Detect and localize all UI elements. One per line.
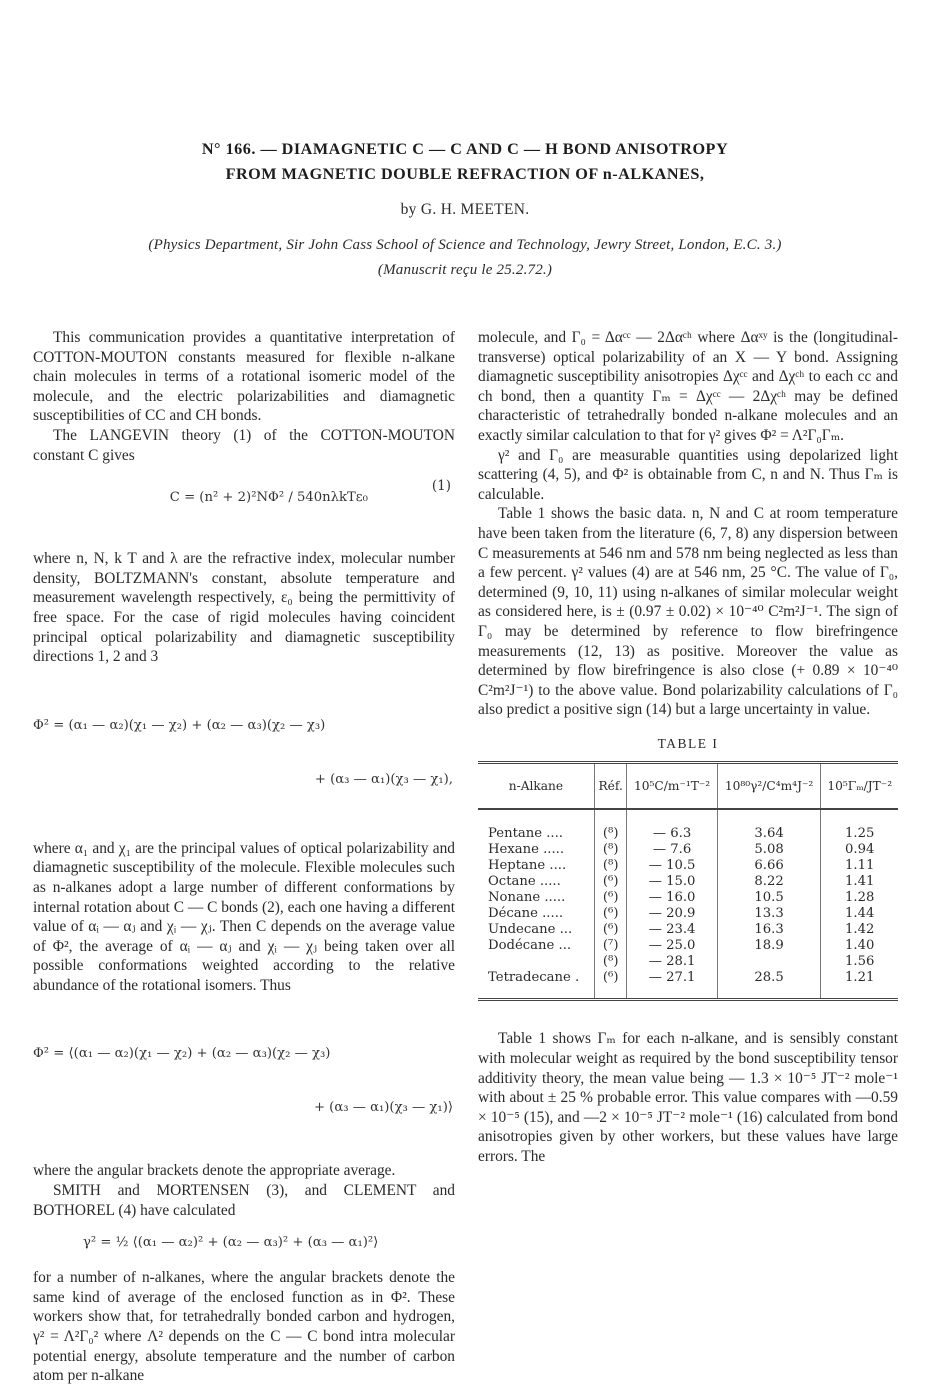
- article-title-line-1: N° 166. — DIAMAGNETIC C — C AND C — H BOND ANISOTROPY: [201, 140, 729, 158]
- cell-gamma: 18.9: [717, 938, 821, 954]
- cell-gamma: 28.5: [717, 970, 821, 1000]
- cell-ref: (⁶): [594, 906, 627, 922]
- cell-gamma-m: 1.41: [821, 874, 898, 890]
- cell-alkane: Décane .....: [488, 906, 564, 922]
- cell-gamma: 8.22: [717, 874, 821, 890]
- cell-gamma-m: 1.42: [821, 922, 898, 938]
- cell-gamma: 13.3: [717, 906, 821, 922]
- left-paragraph-2: The LANGEVIN theory (1) of the COTTON-MOUTON constant C gives: [33, 426, 455, 464]
- table-row: [478, 954, 898, 970]
- table-row: [478, 809, 898, 842]
- cell-alkane: Octane .....: [488, 874, 561, 890]
- equation-1: [33, 465, 455, 549]
- left-paragraph-1: This communication provides a quantitative interpretation of COTTON-MOUTON constants measured for flexible n-alkane chain molecules in terms of a rotational isomeric model of the molecule, and the electric polarizabilities and diamagnetic susceptibilities of CC and CH bonds.: [33, 329, 455, 425]
- left-paragraph-3: where n, N, k T and λ are the refractive index, molecular number density, BOLTZMANN's constant, absolute temperature and measurement wavelength respectively, ε₀ being the permittivity of free space. For the case of rigid molecules having coincident principal optical polarizability and diamagnetic susceptibility directions 1, 2 and 3: [33, 550, 455, 666]
- equation-3: [33, 1009, 455, 1153]
- table-row: [478, 970, 898, 1000]
- table-header-gamma-m: 10⁵Γₘ/JT⁻²: [821, 763, 898, 810]
- table-row: [478, 842, 898, 858]
- left-paragraph-6: SMITH and MORTENSEN (3), and CLEMENT and BOTHOREL (4) have calculated: [33, 1182, 455, 1219]
- left-paragraph-4: where α₁ and χ₁ are the principal values of optical polarizability and diamagnetic susceptibility of the molecule. Flexible molecules such as n-alkanes adopt a large number of different conformations by internal rotation about C — C bonds (2), each one having a different value of αᵢ — αⱼ and χᵢ — χⱼ. Then C depends on the average value of Φ², the average of αᵢ — αⱼ and χᵢ — χⱼ being taken over all possible conformations weighted according to the relative abundance of the rotational isomers. Thus: [33, 839, 455, 994]
- cell-alkane: Pentane ....: [488, 826, 563, 842]
- cell-gamma: 5.08: [717, 842, 821, 858]
- cell-gamma-m: 1.56: [821, 954, 898, 970]
- cell-ref: (⁶): [594, 890, 627, 906]
- table-header-c: 10⁵C/m⁻¹T⁻²: [627, 763, 717, 810]
- cell-c: — 15.0: [627, 874, 717, 890]
- article-author: by G. H. MEETEN.: [400, 201, 530, 218]
- cell-c: — 16.0: [627, 890, 717, 906]
- cell-alkane: [478, 954, 594, 970]
- cell-alkane: Dodécane ...: [488, 938, 572, 954]
- cell-c: — 27.1: [627, 970, 717, 1000]
- cell-ref: (⁷): [594, 938, 627, 954]
- equation-1-body: C = (n² + 2)²NΦ² / 540nλkTε₀: [169, 490, 368, 506]
- equation-3-line-1: Φ² = ⟨(α₁ — α₂)(χ₁ — χ₂) + (α₂ — α₃)(χ₂ — χ₃): [33, 1046, 331, 1062]
- table-header-gamma: 10⁸⁰γ²/C⁴m⁴J⁻²: [717, 763, 821, 810]
- table-header-row: [478, 763, 898, 810]
- cell-gamma: [717, 954, 821, 970]
- cell-gamma-m: 0.94: [821, 842, 898, 858]
- cell-gamma: 16.3: [717, 922, 821, 938]
- cell-c: — 10.5: [627, 858, 717, 874]
- table-row: [478, 922, 898, 938]
- article-affiliation: (Physics Department, Sir John Cass School of Science and Technology, Jewry Street, London, E.C. 3.): [148, 237, 782, 253]
- article-title-line-2: FROM MAGNETIC DOUBLE REFRACTION OF n-ALKANES,: [225, 165, 705, 183]
- cell-gamma-m: 1.25: [821, 809, 898, 842]
- right-paragraph-4: Table 1 shows Γₘ for each n-alkane, and is sensibly constant with molecular weight as required by the bond susceptibility tensor additivity theory, the mean value being — 1.3 × 10⁻⁵ JT⁻² mole⁻¹ with about ± 25 % probable error. This value compares with —0.59 × 10⁻⁵ (15), and —2 × 10⁻⁵ JT⁻² mole⁻¹ (16) calculated from bond anisotropies given by other workers, but these values have large errors. The: [478, 1030, 898, 1166]
- cell-gamma-m: 1.21: [821, 970, 898, 1000]
- equation-1-number: (1): [431, 478, 451, 495]
- equation-4: γ² = ½ ⟨(α₁ — α₂)² + (α₂ — α₃)² + (α₃ — α₁)²⟩: [83, 1235, 379, 1251]
- equation-2: [33, 681, 455, 825]
- cell-c: — 25.0: [627, 938, 717, 954]
- table-header-alkane: n-Alkane: [478, 763, 594, 810]
- cell-ref: (⁶): [594, 970, 627, 1000]
- table-row: [478, 858, 898, 874]
- cell-gamma: 3.64: [717, 809, 821, 842]
- cell-c: — 20.9: [627, 906, 717, 922]
- cell-alkane: Nonane .....: [488, 890, 566, 906]
- data-table: [478, 761, 898, 1001]
- cell-c: — 28.1: [627, 954, 717, 970]
- cell-gamma-m: 1.44: [821, 906, 898, 922]
- cell-ref: (⁸): [594, 954, 627, 970]
- equation-2-line-1: Φ² = (α₁ — α₂)(χ₁ — χ₂) + (α₂ — α₃)(χ₂ — χ₃): [33, 717, 326, 733]
- right-paragraph-2: γ² and Γ₀ are measurable quantities using depolarized light scattering (4, 5), and Φ² is obtainable from C, n and N. Thus Γₘ is calculable.: [478, 446, 898, 503]
- cell-gamma: 10.5: [717, 890, 821, 906]
- article-received-date: (Manuscrit reçu le 25.2.72.): [377, 262, 553, 278]
- left-column: [33, 328, 455, 1386]
- cell-c: — 23.4: [627, 922, 717, 938]
- table-header-ref: Réf.: [594, 763, 627, 810]
- right-paragraph-1: molecule, and Γ₀ = Δαᶜᶜ — 2Δαᶜʰ where Δαˣʸ is the (longitudinal-transverse) optical polarizability of an X — Y bond. Assigning diamagnetic susceptibility anisotropies Δχᶜᶜ and Δχᶜʰ to each cc and ch bond, then a quantity Γₘ = Δχᶜᶜ — 2Δχᶜʰ may be defined characteristic of tetrahedrally bonded n-alkane molecules and an exactly similar calculation to that for γ² gives Φ² = Λ²Γ₀Γₘ.: [478, 329, 898, 444]
- left-paragraph-7: for a number of n-alkanes, where the angular brackets denote the same kind of average of the enclosed function as in Φ². These workers show that, for tetrahedrally bonded carbon and hydrogen, γ² = Λ²Γ₀² where Λ² depends on the C — C bond intra molecular potential energy, absolute temperature and the number of carbon atom per n-alkane: [33, 1269, 455, 1385]
- table-row: [478, 938, 898, 954]
- table-caption: TABLE I: [657, 735, 719, 751]
- cell-c: — 7.6: [627, 842, 717, 858]
- table-row: [478, 906, 898, 922]
- cell-gamma-m: 1.40: [821, 938, 898, 954]
- cell-alkane: Hexane .....: [488, 842, 565, 858]
- cell-ref: (⁶): [594, 874, 627, 890]
- left-paragraph-5: where the angular brackets denote the appropriate average.: [33, 1162, 396, 1180]
- cell-ref: (⁸): [594, 842, 627, 858]
- table-row: [478, 890, 898, 906]
- cell-ref: (⁸): [594, 858, 627, 874]
- cell-ref: (⁸): [594, 809, 627, 842]
- cell-alkane: Heptane ....: [488, 858, 567, 874]
- cell-alkane: Tetradecane .: [478, 970, 594, 1000]
- cell-gamma-m: 1.11: [821, 858, 898, 874]
- cell-alkane: Undecane ...: [488, 922, 573, 938]
- equation-3-line-2: + (α₃ — α₁)(χ₃ — χ₁)⟩: [313, 1100, 453, 1116]
- cell-c: — 6.3: [627, 809, 717, 842]
- cell-gamma-m: 1.28: [821, 890, 898, 906]
- table-row: [478, 874, 898, 890]
- equation-2-line-2: + (α₃ — α₁)(χ₃ — χ₁),: [314, 771, 453, 787]
- right-column: [478, 328, 898, 1167]
- cell-ref: (⁶): [594, 922, 627, 938]
- right-paragraph-3: Table 1 shows the basic data. n, N and C at room temperature have been taken from the literature (6, 7, 8) any dispersion between C measurements at 546 nm and 578 nm being neglected as less than a few percent. γ² values (4) are at 546 nm, 25 °C. The value of Γ₀, determined (9, 10, 11) using n-alkanes of similar molecular weight as considered here, is ± (0.97 ± 0.02) × 10⁻⁴⁰ C²m²J⁻¹. The sign of Γ₀ may be determined by reference to flow birefringence measurements (12, 13) as positive. Moreover the value as determined by flow birefringence is also close (+ 0.89 × 10⁻⁴⁰ C²m²J⁻¹) to the above value. Bond polarizability calculations of Γ₀ also predict a positive sign (14) but a large uncertainty in value.: [478, 505, 898, 719]
- cell-gamma: 6.66: [717, 858, 821, 874]
